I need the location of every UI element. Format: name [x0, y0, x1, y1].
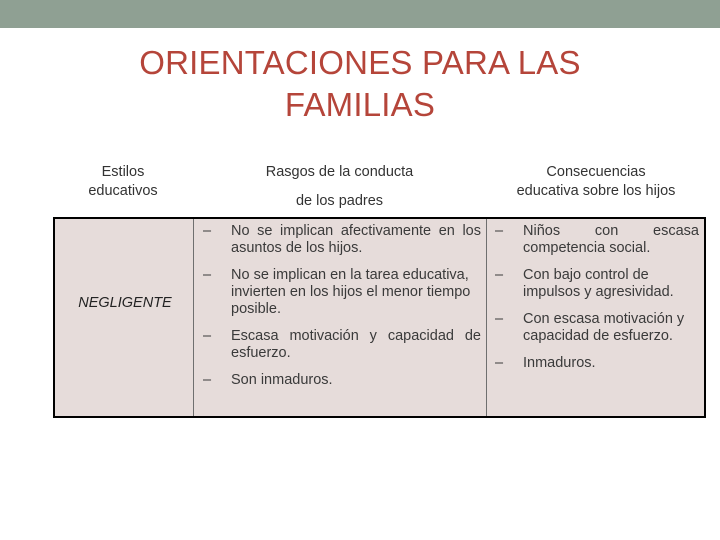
style-label-negligente: NEGLIGENTE — [78, 295, 172, 311]
bullet-dash: – — [495, 355, 504, 371]
header-rasgos-line-2: de los padres — [295, 193, 384, 209]
bullet-dash: – — [495, 267, 504, 283]
header-estilos-line-2: educativos — [88, 183, 158, 199]
bullet-dash: – — [203, 372, 212, 388]
table-row-negligente — [53, 217, 706, 418]
header-consecuencias — [486, 160, 706, 220]
consecuencias-list — [491, 223, 699, 372]
rasgo-text: Escasa motivación y capacidad de esfuerzo. — [231, 328, 481, 361]
header-consecuencias-line-2: educativa sobre los hijos — [516, 183, 676, 199]
slide-title-line-2: FAMILIAS — [284, 86, 436, 123]
list-item — [491, 267, 699, 301]
header-estilos-line-1: Estilos — [101, 164, 145, 180]
consecuencia-text: Con bajo control de impulsos y agresividad. — [523, 267, 674, 300]
list-item — [199, 223, 481, 257]
header-estilos — [53, 160, 193, 220]
column-divider — [193, 219, 194, 416]
bullet-dash: – — [203, 267, 212, 283]
list-item — [491, 223, 699, 257]
list-item — [199, 328, 481, 362]
parenting-styles-table — [53, 160, 706, 418]
header-rasgos — [193, 160, 486, 220]
bullet-dash: – — [203, 223, 212, 239]
top-decorative-bar — [0, 0, 720, 28]
consecuencia-text: Con escasa motivación y capacidad de esfuerzo. — [523, 311, 685, 344]
header-consecuencias-line-1: Consecuencias — [546, 164, 646, 180]
column-divider — [486, 219, 487, 416]
rasgo-text: No se implican en la tarea educativa, invierten en los hijos el menor tiempo posible. — [231, 267, 471, 317]
bullet-dash: – — [203, 328, 212, 344]
consecuencia-text: Niños con escasa competencia social. — [523, 223, 699, 256]
rasgo-text: Son inmaduros. — [231, 372, 333, 388]
bullet-dash: – — [495, 311, 504, 327]
slide-title-line-1: ORIENTACIONES PARA LAS — [139, 44, 581, 81]
bullet-dash: – — [495, 223, 504, 239]
rasgos-list — [199, 223, 481, 389]
list-item — [491, 311, 699, 345]
consecuencia-text: Inmaduros. — [523, 355, 596, 371]
list-item — [199, 267, 481, 318]
rasgo-text: No se implican afectivamente en los asuntos de los hijos. — [231, 223, 481, 256]
list-item — [199, 372, 481, 389]
slide-title — [60, 42, 660, 126]
header-rasgos-line-1: Rasgos de la conducta — [265, 164, 414, 180]
list-item — [491, 355, 699, 372]
